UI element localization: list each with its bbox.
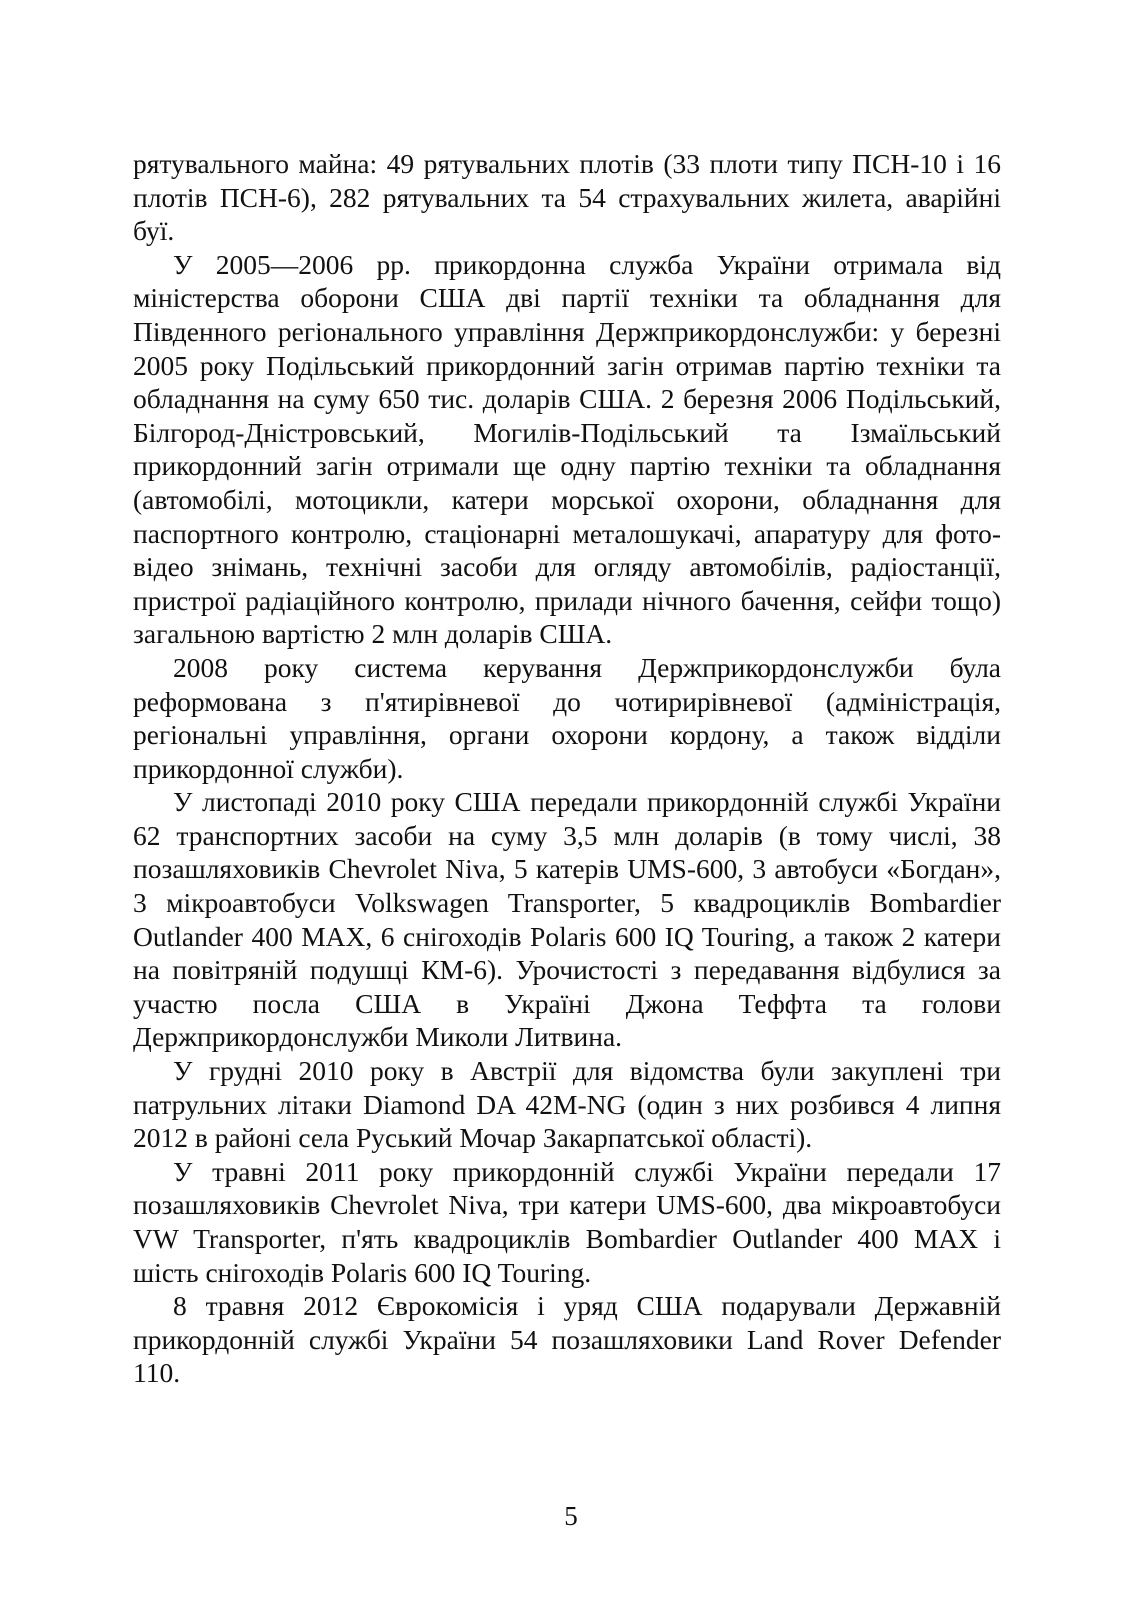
page-number: 5 <box>564 1501 578 1531</box>
paragraph: 8 травня 2012 Єврокомісія і уряд США подарували Державній прикордонній службі України 54 позашляховики Land Rover Defender 110. <box>133 1290 1001 1389</box>
paragraph: У листопаді 2010 року США передали прикордонній службі України 62 транспортних засоби на суму 3,5 млн доларів (в тому числі, 38 позашляховиків Chevrolet Niva, 5 катерів UMS-600, 3 автобуси «Богдан», 3 мікроавтобуси Volkswagen Transporter, 5 квадроциклів Bombardier Outlander 400 MAX, 6 снігоходів Polaris 600 IQ Touring, а також 2 катери на повітряній подушці КМ-6). Урочистості з передавання відбулися за участю посла США в Україні Джона Теффта та голови Держприкордонслужби Миколи Литвина. <box>133 786 1001 1053</box>
body-text <box>133 147 1001 1390</box>
paragraph-continuation: рятувального майна: 49 рятувальних плотів (33 плоти типу ПСН-10 і 16 плотів ПСН-6), 282 рятувальних та 54 страхувальних жилета, аварійні буї. <box>133 148 1001 247</box>
paragraph: 2008 року система керування Держприкордонслужби була реформована з п'ятирівневої до чотирирівневої (адміністрація, регіональні управління, органи охорони кордону, а також відділи прикордонної служби). <box>133 651 1001 784</box>
paragraph: У грудні 2010 року в Австрії для відомства були закуплені три патрульних літаки Diamond DA 42M-NG (один з них розбився 4 липня 2012 в районі села Руський Мочар Закарпатської області). <box>133 1055 1001 1154</box>
paragraph: У 2005—2006 рр. прикордонна служба України отримала від міністерства оборони США дві партії техніки та обладнання для Південного регіонального управління Держприкордонслужби: у березні 2005 року Подільський прикордонний загін отримав партію техніки та обладнання на суму 650 тис. доларів США. 2 березня 2006 Подільський, Білгород-Дністровський, Могилів-Подільський та Ізмаїльський прикордонний загін отримали ще одну партію техніки та обладнання (автомобілі, мотоцикли, катери морської охорони, обладнання для паспортного контролю, стаціонарні металошукачі, апаратуру для фото-відео знімань, технічні засоби для огляду автомобілів, радіостанції, пристрої радіаційного контролю, прилади нічного бачення, сейфи тощо) загальною вартістю 2 млн доларів США. <box>133 248 1001 650</box>
paragraph: У травні 2011 року прикордонній службі України передали 17 позашляховиків Chevrolet Niva, три катери UMS-600, два мікроавтобуси VW Transporter, п'ять квадроциклів Bombardier Outlander 400 MAX і шість снігоходів Polaris 600 IQ Touring. <box>133 1155 1001 1288</box>
